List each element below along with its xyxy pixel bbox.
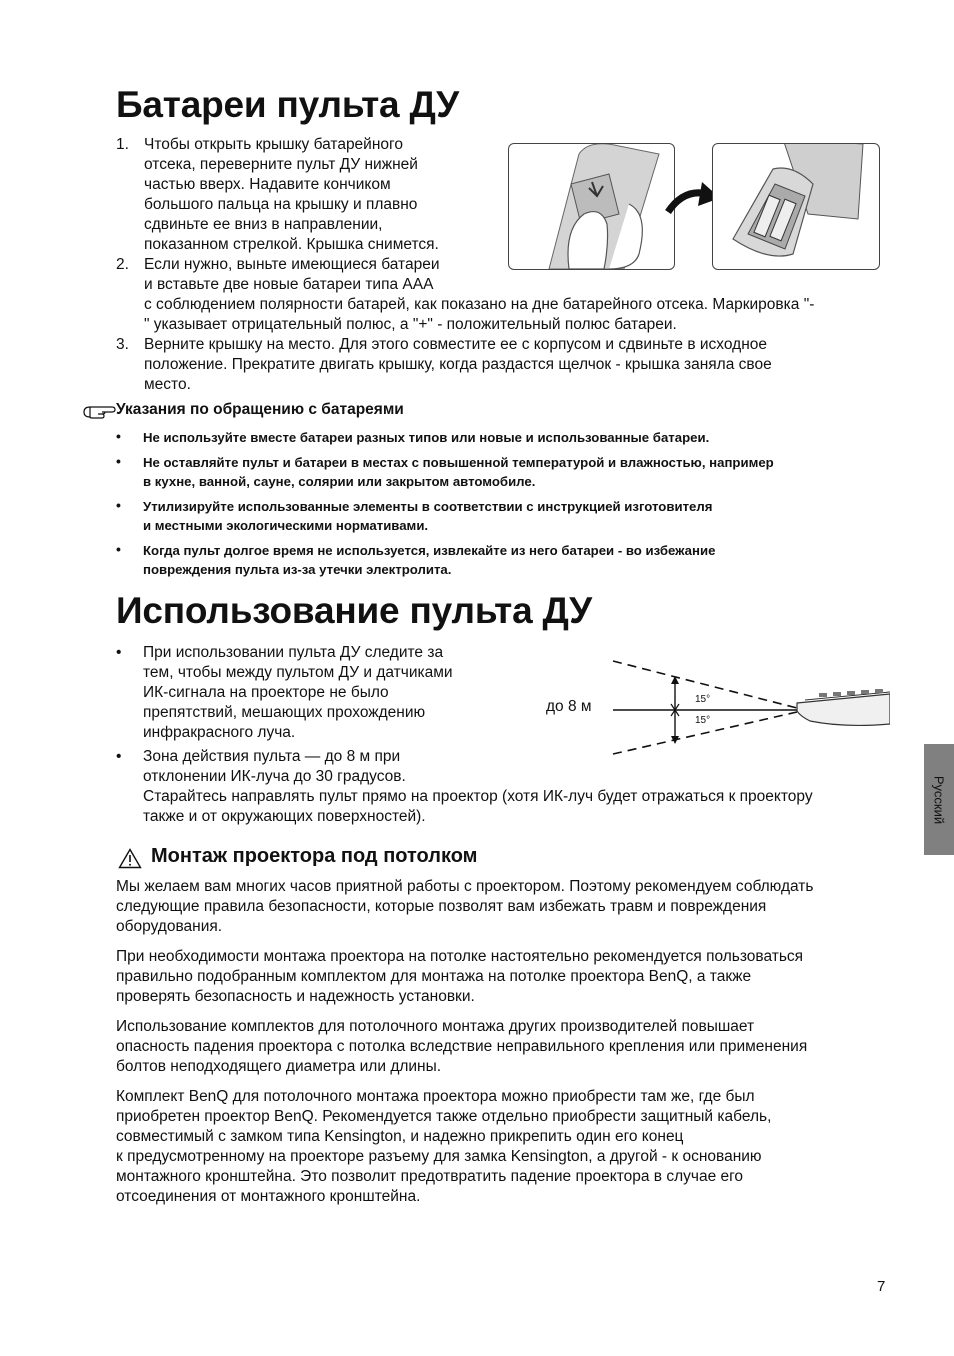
bullet-icon: • [116,748,122,765]
note-item: Когда пульт долгое время не используется, извлекайте из него батареи - во избежание повреждения пульта из-за утечки электролита. [143,543,716,577]
step-1-text: Чтобы открыть крышку батарейного отсека, переверните пульт ДУ нижней частью вверх. Надавите кончиком большого пальца на крышку и плавно сдвиньте ее вниз в направлении, показанном стрелкой. Крышка снимется. [144,136,439,253]
ceiling-mount-heading: Монтаж проектора под потолком [151,845,478,867]
paragraph: Использование комплектов для потолочного монтажа других производителей повышает опасность падения проектора с потолка вследствие неправильного крепления или применения болтов неподходящего диаметра или длины. [116,1018,808,1075]
bullet-icon: • [116,428,121,444]
usage-bullet-2: Зона действия пульта — до 8 м при отклонении ИК-луча до 30 градусов. Старайтесь направлять пульт прямо на проектор (хотя ИК-луч будет отражаться к проектору также и от окружающих поверхностей). [143,748,813,825]
step-number: 1. [116,136,129,153]
step-3-text: Верните крышку на место. Для этого совместите ее с корпусом и сдвиньте в исходное положение. Прекратите двигать крышку, когда раздастся щелчок - крышка заняла свое место. [144,336,772,393]
paragraph: Мы желаем вам многих часов приятной работы с проектором. Поэтому рекомендуем соблюдать следующие правила безопасности, которые позволят вам избежать травм и повреждения оборудования. [116,878,814,935]
section-title-using-remote: Использование пульта ДУ [116,590,592,631]
notes-heading: Указания по обращению с батареями [116,401,404,418]
angle-label-top: 15° [695,694,711,705]
note-item: Не оставляйте пульт и батареи в местах с повышенной температурой и влажностью, например в кухне, ванной, сауне, солярии или закрытом автомобиле. [143,455,774,489]
paragraph: При необходимости монтажа проектора на потолке настоятельно рекомендуется пользоваться правильно подобранным комплектом для монтажа на потолке проектора BenQ, а также проверять безопасность и надежность установки. [116,948,804,1005]
ir-range-diagram [605,656,890,760]
battery-compartment-illustration [712,143,880,270]
bullet-icon: • [116,497,121,513]
page-number: 7 [877,1278,886,1295]
bullet-icon: • [116,644,122,661]
pointing-hand-icon [82,404,116,420]
remote-open-cover-illustration [508,143,675,270]
note-item: Не используйте вместе батареи разных типов или новые и использованные батареи. [143,430,710,445]
language-side-tab [924,744,954,855]
bullet-icon: • [116,541,121,557]
distance-label: до 8 м [546,698,592,715]
note-item: Утилизируйте использованные элементы в соответствии с инструкцией изготовителя и местными экологическими нормативами. [143,499,713,533]
angle-label-bottom: 15° [695,715,711,726]
step-number: 2. [116,256,129,273]
usage-bullet-1: При использовании пульта ДУ следите за тем, чтобы между пультом ДУ и датчиками ИК-сигнала на проекторе не было препятствий, мешающих прохождению инфракрасного луча. [143,644,453,741]
step-2-text: Если нужно, выньте имеющиеся батареи и вставьте две новые батареи типа AAA с соблюдением полярности батарей, как показано на дне батарейного отсека. Маркировка "- " указывает отрицательный полюс, а "+" - положительный полюс батареи. [144,256,815,333]
paragraph: Комплект BenQ для потолочного монтажа проектора можно приобрести там же, где был приобретен проектор BenQ. Рекомендуется также отдельно приобрести защитный кабель, совместимый с замком типа Kensington, и надежно прикрепить один его конец к предусмотренному на проекторе разъему для замка Kensington, а другой - к основанию монтажного кронштейна. Это позволит предотвратить падение проектора в случае его отсоединения от монтажного кронштейна. [116,1088,772,1205]
step-number: 3. [116,336,129,353]
warning-triangle-icon [118,848,142,869]
bullet-icon: • [116,453,121,469]
language-label: Русский [931,775,947,824]
section-title-batteries: Батареи пульта ДУ [116,84,459,125]
